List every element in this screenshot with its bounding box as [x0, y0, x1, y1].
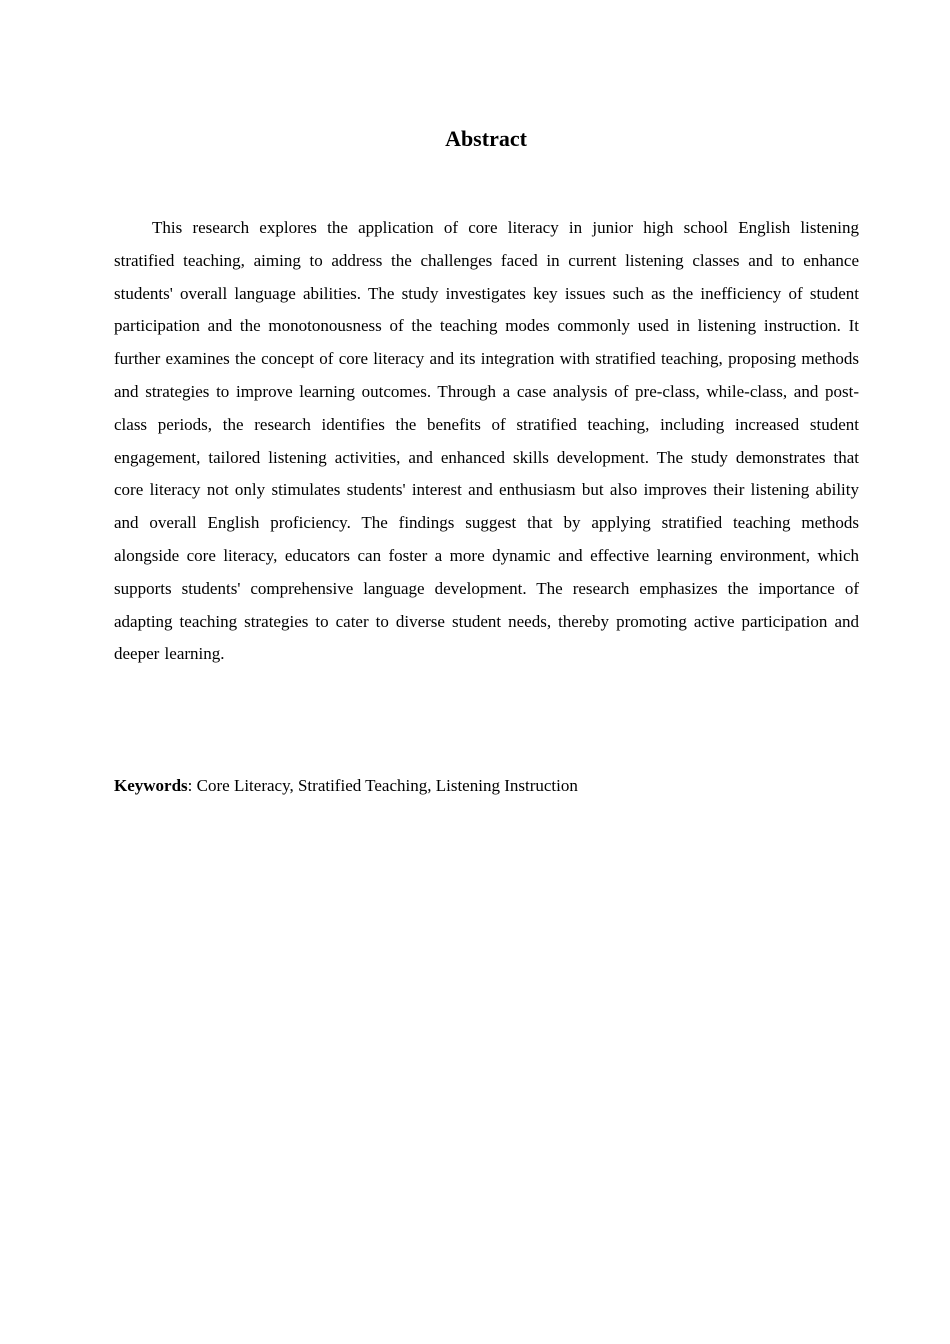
keywords-value: Core Literacy, Stratified Teaching, Listening Instruction — [196, 776, 578, 795]
abstract-title: Abstract — [445, 126, 527, 151]
keywords-line — [114, 770, 859, 802]
abstract-paragraph: This research explores the application of core literacy in junior high school English listening stratified teaching, aiming to address the challenges faced in current listening classes and to enhance students' overall language abilities. The study investigates key issues such as the inefficiency of student participation and the monotonousness of the teaching modes commonly used in listening instruction. It further examines the concept of core literacy and its integration with stratified teaching, proposing methods and strategies to improve learning outcomes. Through a case analysis of pre-class, while-class, and post-class periods, the research identifies the benefits of stratified teaching, including increased student engagement, tailored listening activities, and enhanced skills development. The study demonstrates that core literacy not only stimulates students' interest and enthusiasm but also improves their listening ability and overall English proficiency. The findings suggest that by applying stratified teaching methods alongside core literacy, educators can foster a more dynamic and effective learning environment, which supports students' comprehensive language development. The research emphasizes the importance of adapting teaching strategies to cater to diverse student needs, thereby promoting active participation and deeper learning. — [114, 218, 859, 664]
keywords-label: Keywords — [114, 776, 188, 795]
keywords-separator: : — [187, 776, 197, 795]
